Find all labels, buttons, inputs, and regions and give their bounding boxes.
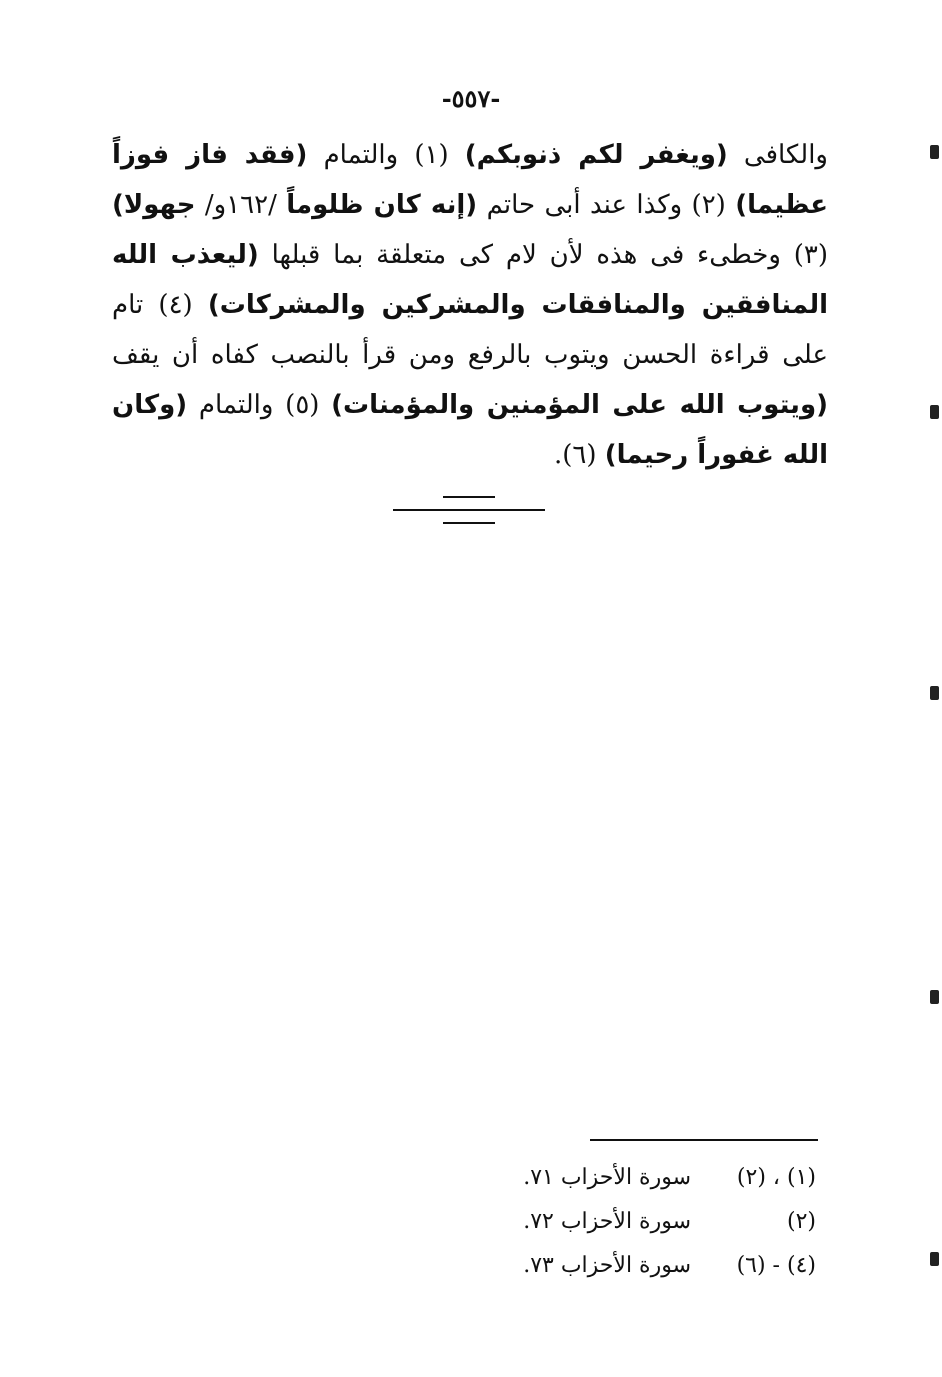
section-end-ornament bbox=[393, 494, 545, 524]
footnote-text: سورة الأحزاب ٧٢. bbox=[523, 1208, 691, 1234]
scan-binding-mark bbox=[930, 990, 939, 1004]
footnote bbox=[470, 1199, 816, 1243]
text-segment: (٣) وخطىء فى هذه لأن لام كى متعلقة بما قبلها bbox=[258, 240, 828, 270]
quran-quote: (ليعذب الله المنافقين والمنافقات والمشركين والمشركات) bbox=[112, 240, 828, 320]
footnote-text: سورة الأحزاب ٧١. bbox=[523, 1164, 691, 1190]
footnote-separator bbox=[590, 1139, 818, 1141]
scan-binding-mark bbox=[930, 1252, 939, 1266]
footnote bbox=[470, 1243, 816, 1287]
scan-binding-mark bbox=[930, 405, 939, 419]
text-segment: (٢) وكذا عند أبى حاتم bbox=[477, 190, 736, 220]
quran-quote: (وكان الله غفوراً رحيما) bbox=[112, 390, 828, 470]
ornament-line bbox=[443, 522, 495, 524]
text-segment: (١) والتمام bbox=[307, 140, 465, 170]
footnote-text: سورة الأحزاب ٧٣. bbox=[523, 1252, 691, 1278]
quran-quote: (ويغفر لكم ذنوبكم) bbox=[464, 140, 728, 170]
footnote-ref: (١) ، (٢) bbox=[736, 1164, 816, 1190]
quran-quote: (فقد فاز فوزاً عظيما) bbox=[112, 140, 828, 220]
page-number: -٥٥٧- bbox=[441, 84, 501, 113]
text-segment: (٤) تام على قراءة الحسن ويتوب بالرفع ومن قرأ بالنصب كفاه أن يقف bbox=[112, 290, 828, 370]
scan-binding-mark bbox=[930, 686, 939, 700]
ornament-line bbox=[393, 509, 545, 511]
quran-quote: (إنه كان ظلوماً bbox=[286, 190, 478, 220]
footnotes bbox=[470, 1155, 816, 1287]
text-segment: والكافى bbox=[727, 140, 828, 170]
quran-quote: جهولا) bbox=[112, 190, 196, 220]
manuscript-folio-ref: /١٦٢و/ bbox=[195, 190, 287, 220]
footnote-ref: (٤) - (٦) bbox=[736, 1252, 816, 1278]
footnote bbox=[470, 1155, 816, 1199]
scan-binding-mark bbox=[930, 145, 939, 159]
text-segment: (٥) والتمام bbox=[187, 390, 332, 420]
footnote-ref: (٢) bbox=[786, 1208, 816, 1234]
quran-quote: (ويتوب الله على المؤمنين والمؤمنات) bbox=[331, 390, 828, 420]
ornament-line bbox=[443, 496, 495, 498]
body-paragraph bbox=[112, 130, 828, 480]
text-segment: (٦). bbox=[553, 440, 605, 470]
